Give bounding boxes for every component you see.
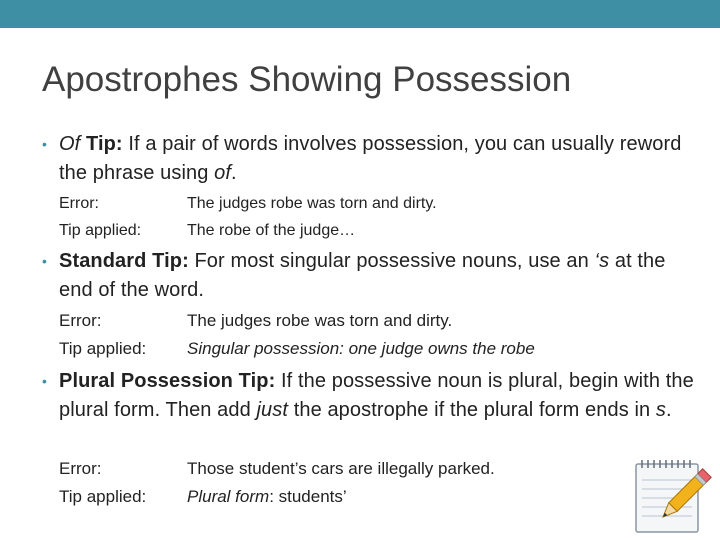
- slide-title: Apostrophes Showing Possession: [42, 60, 572, 99]
- bullet-marker: •: [42, 136, 48, 152]
- bullet-marker: •: [42, 253, 48, 269]
- example-row-error: [59, 455, 659, 483]
- tip-text-end: at the end of the word.: [59, 250, 666, 301]
- tip-text-end: .: [666, 399, 672, 421]
- tip-text-end: .: [231, 162, 237, 184]
- tip-name-plural: Plural Possession Tip:: [59, 370, 276, 392]
- tip-name-standard: Standard Tip:: [59, 250, 189, 272]
- bullet-of-tip: [42, 130, 702, 188]
- error-label: Error:: [59, 311, 102, 330]
- tip-text-italic-s: s: [655, 399, 666, 421]
- applied-text: Singular possession: one judge owns the robe: [187, 339, 535, 358]
- tip-name-suffix: Tip:: [80, 133, 123, 155]
- applied-text: [187, 483, 347, 511]
- error-label: Error:: [59, 195, 99, 212]
- applied-label: Tip applied:: [59, 487, 147, 506]
- tip-text-italic: ‘s: [594, 250, 610, 272]
- tip-text: If a pair of words involves possession, you can usually reword the phrase using: [59, 133, 682, 184]
- example-row-applied: [59, 483, 659, 511]
- error-text: Those student’s cars are illegally parked.: [187, 459, 495, 478]
- bullet-standard-tip: [42, 247, 702, 305]
- tip-name-of: Of: [59, 133, 81, 155]
- bullet-marker: •: [42, 373, 48, 389]
- example-row-applied: [59, 217, 659, 244]
- applied-label: Tip applied:: [59, 339, 147, 358]
- tip-text-italic: just: [256, 399, 289, 421]
- applied-text: The robe of the judge…: [187, 222, 356, 239]
- example-row-error: [59, 190, 659, 217]
- notepad-pencil-icon: [632, 456, 712, 536]
- top-accent-bar: [0, 0, 720, 28]
- example-row-applied: [59, 335, 659, 363]
- tip-text-mid: the apostrophe if the plural form ends in: [288, 399, 656, 421]
- example-plural-tip: [59, 455, 659, 511]
- applied-label: Tip applied:: [59, 222, 142, 239]
- applied-text-italic: Plural form: [187, 487, 270, 506]
- bullet-plural-tip: [42, 367, 702, 425]
- error-text: The judges robe was torn and dirty.: [187, 311, 453, 330]
- error-label: Error:: [59, 459, 102, 478]
- example-row-error: [59, 307, 659, 335]
- example-of-tip: [59, 190, 659, 244]
- tip-text-italic: of: [214, 162, 232, 184]
- error-text: The judges robe was torn and dirty.: [187, 195, 437, 212]
- applied-text-rest: : students’: [269, 487, 347, 506]
- example-standard-tip: [59, 307, 659, 363]
- tip-text: For most singular possessive nouns, use an: [188, 250, 595, 272]
- tip-text: If the possessive noun is plural, begin with the plural form. Then add: [59, 370, 694, 421]
